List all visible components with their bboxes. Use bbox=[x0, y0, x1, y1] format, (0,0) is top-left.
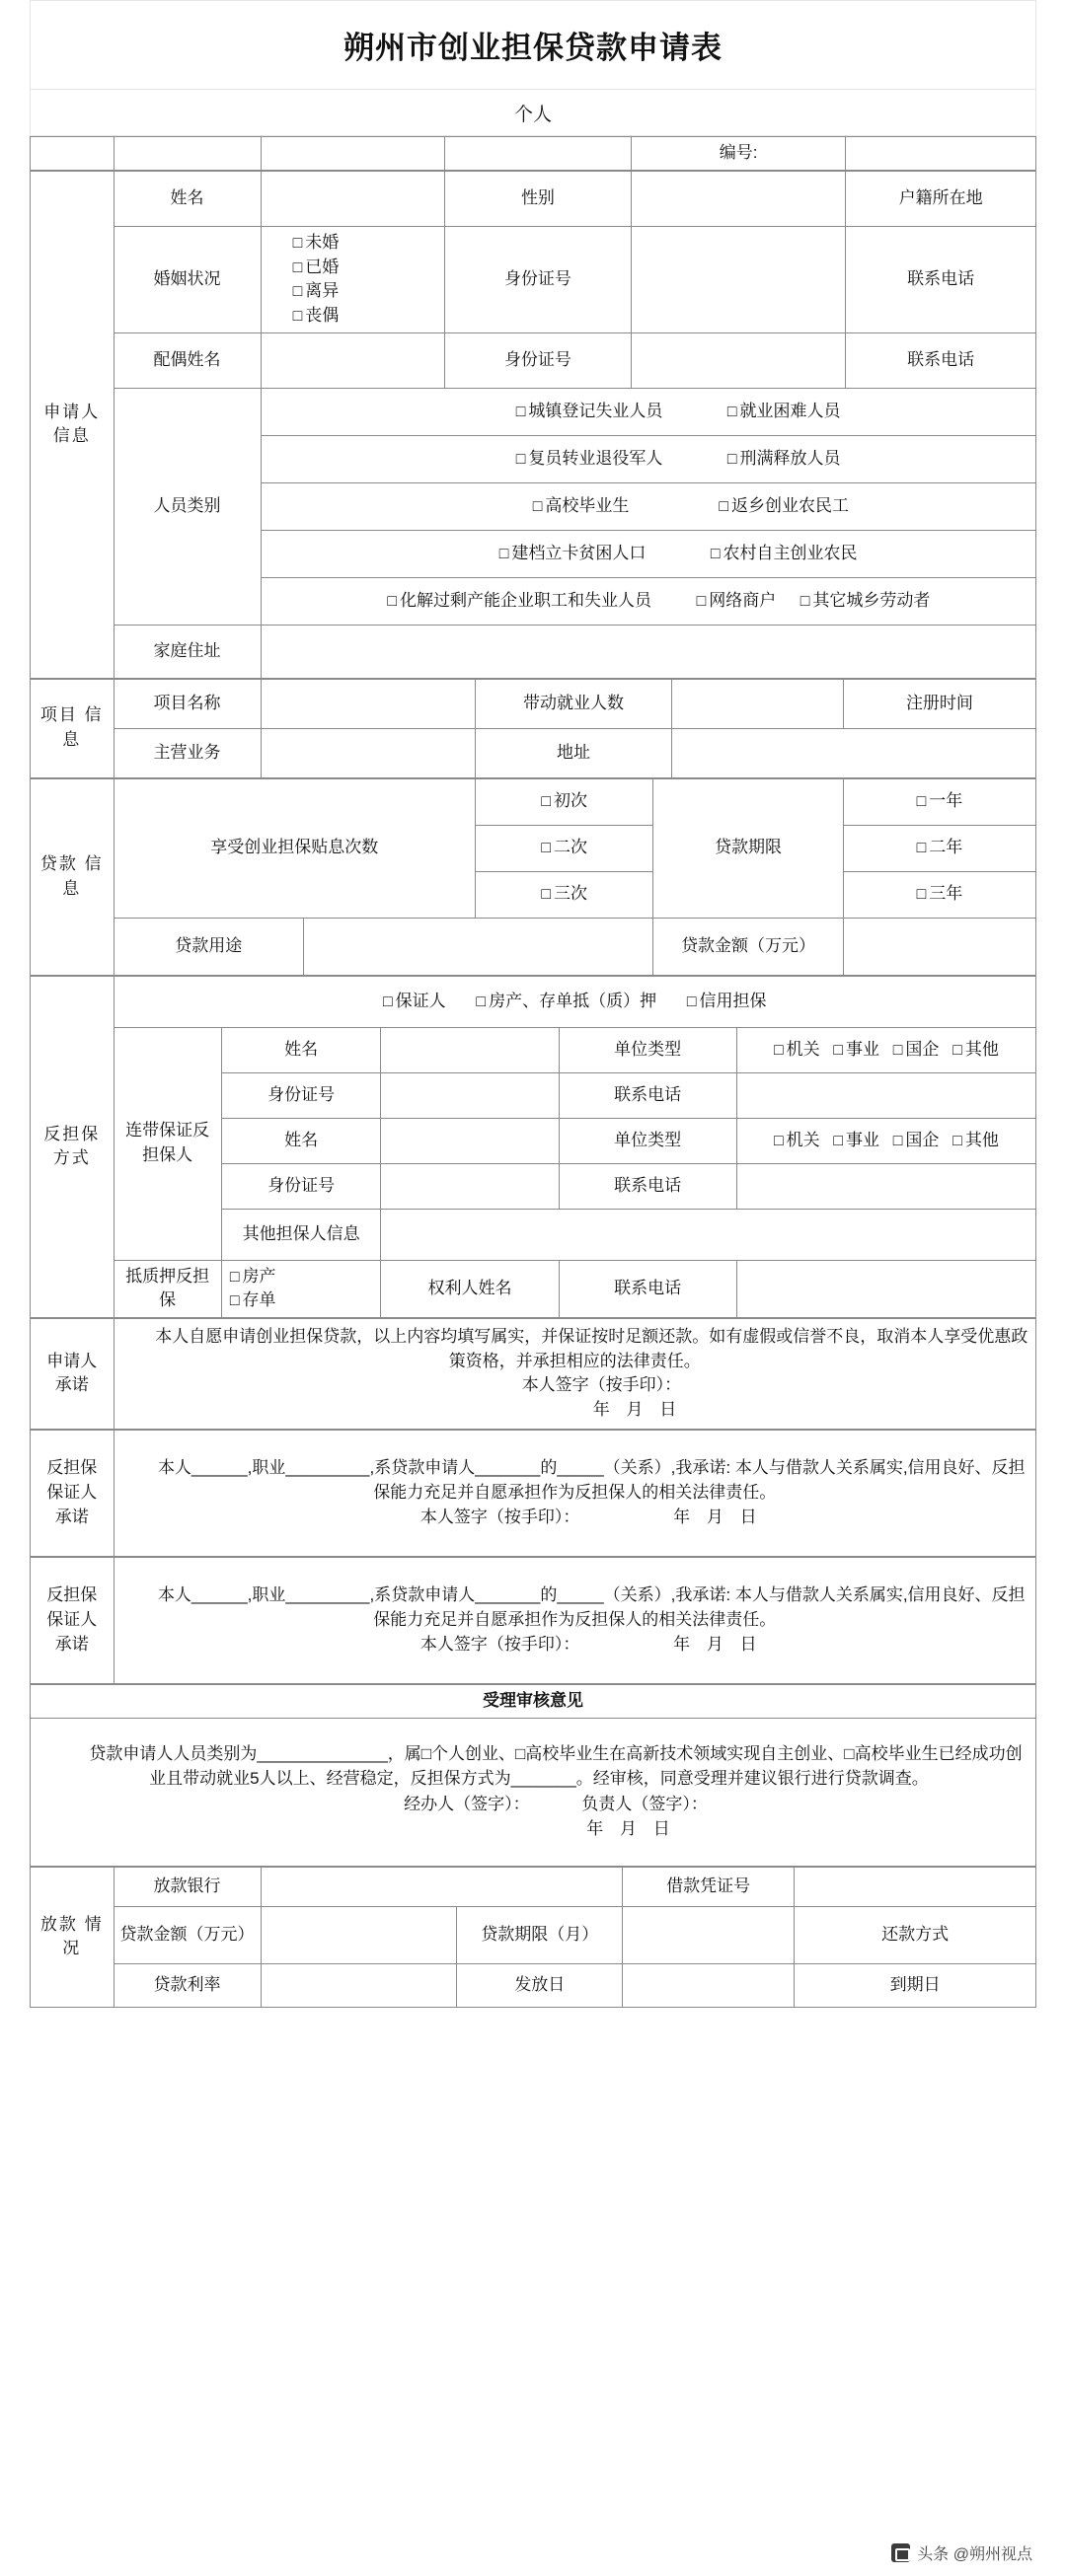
label-guarantor1-name: 姓名 bbox=[221, 1027, 381, 1072]
checkbox-urban-unemployed[interactable]: □ 城镇登记失业人员 bbox=[456, 400, 723, 424]
field-gender[interactable] bbox=[631, 172, 845, 227]
label-phone: 联系电话 bbox=[846, 227, 1036, 333]
watermark-text: 头条 @朔州视点 bbox=[917, 2546, 1032, 2563]
strip-cell-1 bbox=[31, 137, 114, 171]
field-other-guarantor-info[interactable] bbox=[381, 1209, 1036, 1260]
label-person-category: 人员类别 bbox=[114, 388, 261, 625]
label-issue-date: 发放日 bbox=[457, 1963, 623, 2007]
applicant-info-table bbox=[30, 171, 1036, 679]
field-spouse-id[interactable] bbox=[631, 332, 845, 388]
field-home-address[interactable] bbox=[261, 625, 1035, 678]
field-disbursed-term[interactable] bbox=[623, 1906, 795, 1963]
project-section-label: 项目 信息 bbox=[31, 679, 114, 777]
checkbox-released-prisoner[interactable]: □ 刑满释放人员 bbox=[727, 449, 841, 468]
category-row-5[interactable] bbox=[261, 577, 1035, 625]
guarantor-pledge-2-table bbox=[30, 1557, 1036, 1684]
applicant-pledge-body bbox=[114, 1318, 1036, 1429]
checkbox-g1-government[interactable]: □ 机关 bbox=[774, 1040, 820, 1059]
toutiao-logo-icon bbox=[891, 2543, 910, 2562]
strip-cell-4 bbox=[445, 137, 632, 171]
field-loan-rate[interactable] bbox=[261, 1963, 457, 2007]
label-loan-term: 贷款期限 bbox=[653, 778, 844, 918]
label-guarantor2-unit-type: 单位类型 bbox=[559, 1118, 736, 1163]
field-loan-purpose[interactable] bbox=[304, 918, 653, 975]
label-loan-purpose: 贷款用途 bbox=[114, 918, 304, 975]
checkbox-g1-institution[interactable]: □ 事业 bbox=[833, 1040, 879, 1059]
loan-info-table bbox=[30, 778, 1036, 976]
checkbox-overcapacity-worker[interactable]: □ 化解过剩产能企业职工和失业人员 bbox=[366, 589, 672, 614]
table-row bbox=[31, 1027, 1036, 1072]
field-guarantor1-id[interactable] bbox=[381, 1072, 559, 1118]
table-row bbox=[31, 332, 1036, 388]
label-main-business: 主营业务 bbox=[114, 728, 261, 777]
applicant-signature-line[interactable]: 本人签字（按手印）： bbox=[521, 1375, 682, 1395]
label-name: 姓名 bbox=[114, 172, 261, 227]
label-spouse-phone: 联系电话 bbox=[846, 332, 1036, 388]
checkbox-first-time[interactable]: □ 初次 bbox=[541, 791, 587, 810]
table-row bbox=[31, 227, 1036, 333]
checkbox-online-merchant[interactable]: □ 网络商户 bbox=[677, 589, 796, 614]
checkbox-widowed[interactable]: □ 丧偶 bbox=[267, 304, 438, 329]
label-guarantor1-phone: 联系电话 bbox=[559, 1072, 736, 1118]
applicant-pledge-text: 本人自愿申请创业担保贷款，以上内容均填写属实，并保证按时足额还款。如有虚假或信誉不良，取消本人享受优惠政策资格，并承担相应的法律责任。 bbox=[155, 1327, 1028, 1370]
table-row bbox=[31, 976, 1036, 1027]
checkbox-deposit-receipt[interactable]: □ 存单 bbox=[228, 1288, 375, 1313]
review-opinion-table bbox=[30, 1684, 1036, 1867]
table-row bbox=[31, 137, 1036, 171]
category-row-1[interactable] bbox=[261, 388, 1035, 435]
checkbox-real-estate[interactable]: □ 房产 bbox=[228, 1265, 375, 1289]
guarantor-1-signature-line[interactable]: 本人签字（按手印）： bbox=[419, 1507, 580, 1526]
label-disbursing-bank: 放款银行 bbox=[114, 1867, 261, 1906]
applicant-pledge-date[interactable]: 年 月 日 bbox=[592, 1399, 683, 1419]
guarantor-pledge-2-body bbox=[114, 1557, 1036, 1683]
label-project-name: 项目名称 bbox=[114, 679, 261, 728]
label-loan-voucher-number: 借款凭证号 bbox=[623, 1867, 795, 1906]
project-info-table bbox=[30, 679, 1036, 778]
checkbox-two-year[interactable]: □ 二年 bbox=[917, 838, 963, 856]
table-row bbox=[31, 172, 1036, 227]
label-loan-rate: 贷款利率 bbox=[114, 1963, 261, 2007]
subsidy-third[interactable] bbox=[476, 871, 653, 918]
term-three-year[interactable] bbox=[843, 871, 1035, 918]
label-disbursed-term: 贷款期限（月） bbox=[457, 1906, 623, 1963]
checkbox-college-graduate[interactable]: □ 高校毕业生 bbox=[448, 494, 715, 519]
checkbox-g2-government[interactable]: □ 机关 bbox=[774, 1131, 820, 1149]
disbursement-table bbox=[30, 1867, 1036, 2008]
checkbox-g1-other[interactable]: □ 其他 bbox=[952, 1040, 999, 1059]
checkbox-employment-difficulty[interactable]: □ 就业困难人员 bbox=[727, 402, 841, 420]
label-marital: 婚姻状况 bbox=[114, 227, 261, 333]
review-date[interactable]: 年 月 日 bbox=[586, 1818, 676, 1838]
field-loan-voucher-number[interactable] bbox=[795, 1867, 1036, 1906]
checkbox-other-labor[interactable]: □ 其它城乡劳动者 bbox=[800, 591, 931, 610]
review-text: 贷款申请人人员类别为______________，属□个人创业、□高校毕业生在高新技术领域实现自主创业、□高校毕业生已经成功创业且带动就业5人以上、经营稳定，反担保方式为_______。经审核，同意受理并建议银行进行贷款调查。 bbox=[89, 1744, 1023, 1788]
label-other-guarantor-info: 其他担保人信息 bbox=[221, 1209, 381, 1260]
applicant-section-label: 申请人 信息 bbox=[31, 172, 114, 679]
checkbox-returning-migrant[interactable]: □ 返乡创业农民工 bbox=[719, 496, 849, 515]
field-disbursed-amount[interactable] bbox=[261, 1906, 457, 1963]
checkbox-guarantor[interactable]: □ 保证人 bbox=[383, 992, 446, 1010]
checkbox-second-time[interactable]: □ 二次 bbox=[541, 838, 587, 856]
counter-guarantee-table bbox=[30, 976, 1036, 1318]
review-body bbox=[31, 1718, 1036, 1866]
guarantor-pledge-2-label: 反担保 保证人 承诺 bbox=[31, 1557, 114, 1683]
watermark bbox=[891, 2541, 1032, 2564]
checkbox-third-time[interactable]: □ 三次 bbox=[541, 884, 587, 903]
checkbox-g2-soe[interactable]: □ 国企 bbox=[893, 1131, 940, 1149]
applicant-pledge-table bbox=[30, 1318, 1036, 1430]
checkbox-unmarried[interactable]: □ 未婚 bbox=[267, 231, 438, 256]
field-guarantor2-phone[interactable] bbox=[736, 1163, 1035, 1209]
field-owner-phone[interactable] bbox=[736, 1260, 1035, 1317]
mortgage-options[interactable] bbox=[221, 1260, 381, 1317]
strip-cell-2 bbox=[114, 137, 261, 171]
table-row bbox=[31, 778, 1036, 825]
label-id-number: 身份证号 bbox=[445, 227, 632, 333]
table-row bbox=[31, 1260, 1036, 1317]
category-row-4[interactable] bbox=[261, 530, 1035, 577]
checkbox-one-year[interactable]: □ 一年 bbox=[917, 791, 963, 810]
table-row bbox=[31, 1963, 1036, 2007]
label-disbursed-amount: 贷款金额（万元） bbox=[114, 1906, 261, 1963]
loan-section-label: 贷款 信息 bbox=[31, 778, 114, 975]
field-name[interactable] bbox=[261, 172, 444, 227]
table-row bbox=[31, 625, 1036, 678]
label-guarantor1-id: 身份证号 bbox=[221, 1072, 381, 1118]
checkbox-demobilized-soldier[interactable]: □ 复员转业退役军人 bbox=[456, 447, 723, 472]
field-spouse-name[interactable] bbox=[261, 332, 444, 388]
number-strip-table bbox=[30, 136, 1036, 171]
table-row bbox=[31, 1718, 1036, 1866]
guarantor-pledge-1-table bbox=[30, 1430, 1036, 1557]
guarantor-pledge-1-text: 本人______,职业_________,系贷款申请人_______的_____（关系）,我承诺: 本人与借款人关系属实,信用良好、反担保能力充足并自愿承担作为反担保人的相关法律责任。 bbox=[157, 1458, 1026, 1503]
guarantor2-unit-options[interactable] bbox=[736, 1118, 1035, 1163]
table-row bbox=[31, 679, 1036, 728]
counter-guarantee-section-label: 反担保方式 bbox=[31, 976, 114, 1317]
table-row bbox=[31, 918, 1036, 975]
table-row bbox=[31, 1430, 1036, 1556]
applicant-pledge-label: 申请人 承诺 bbox=[31, 1318, 114, 1429]
label-guarantor2-id: 身份证号 bbox=[221, 1163, 381, 1209]
review-officer-signature[interactable]: 经办人（签字）： bbox=[404, 1795, 530, 1814]
table-row bbox=[31, 1867, 1036, 1906]
checkbox-g2-institution[interactable]: □ 事业 bbox=[833, 1131, 879, 1149]
field-guarantor2-id[interactable] bbox=[381, 1163, 559, 1209]
field-id-number[interactable] bbox=[631, 227, 845, 333]
strip-cell-3 bbox=[261, 137, 444, 171]
guarantor1-unit-options[interactable] bbox=[736, 1027, 1035, 1072]
table-row bbox=[31, 1557, 1036, 1683]
table-row bbox=[31, 1318, 1036, 1429]
label-repayment-method: 还款方式 bbox=[795, 1906, 1036, 1963]
review-manager-signature[interactable]: 负责人（签字）： bbox=[581, 1795, 708, 1814]
checkbox-three-year[interactable]: □ 三年 bbox=[917, 884, 963, 903]
guarantor-pledge-2-text: 本人______,职业_________,系贷款申请人_______的_____（关系）,我承诺: 本人与借款人关系属实,信用良好、反担保能力充足并自愿承担作为反担保人的相关法律责任。 bbox=[157, 1585, 1026, 1630]
guarantee-type-row[interactable] bbox=[114, 976, 1036, 1027]
table-row bbox=[31, 388, 1036, 435]
guarantor-2-signature-line[interactable]: 本人签字（按手印）： bbox=[419, 1634, 580, 1654]
table-row bbox=[31, 1684, 1036, 1718]
field-main-business[interactable] bbox=[261, 728, 475, 777]
disbursement-section-label: 放款 情况 bbox=[31, 1867, 114, 2007]
term-one-year[interactable] bbox=[843, 778, 1035, 825]
subsidy-second[interactable] bbox=[476, 825, 653, 871]
page-title: 朔州市创业担保贷款申请表 bbox=[343, 31, 723, 65]
checkbox-rural-entrepreneur[interactable]: □ 农村自主创业农民 bbox=[711, 544, 858, 562]
field-issue-date[interactable] bbox=[623, 1963, 795, 2007]
label-jobs-created: 带动就业人数 bbox=[476, 679, 672, 728]
label-due-date: 到期日 bbox=[795, 1963, 1036, 2007]
field-guarantor1-phone[interactable] bbox=[736, 1072, 1035, 1118]
term-two-year[interactable] bbox=[843, 825, 1035, 871]
label-project-address: 地址 bbox=[476, 728, 672, 777]
label-joint-guarantor: 连带保证反担保人 bbox=[114, 1027, 221, 1260]
category-row-3[interactable] bbox=[261, 482, 1035, 530]
label-home-address: 家庭住址 bbox=[114, 625, 261, 678]
subsidy-first[interactable] bbox=[476, 778, 653, 825]
review-banner: 受理审核意见 bbox=[31, 1684, 1036, 1718]
form-subtype: 个人 bbox=[513, 104, 552, 125]
label-loan-amount: 贷款金额（万元） bbox=[653, 918, 844, 975]
marital-options[interactable] bbox=[261, 227, 444, 333]
checkbox-divorced[interactable]: □ 离异 bbox=[267, 279, 438, 304]
field-disbursing-bank[interactable] bbox=[261, 1867, 623, 1906]
guarantor-1-pledge-date[interactable]: 年 月 日 bbox=[673, 1507, 763, 1526]
table-row bbox=[31, 1906, 1036, 1963]
label-gender: 性别 bbox=[445, 172, 632, 227]
label-register-time: 注册时间 bbox=[843, 679, 1035, 728]
field-jobs-created[interactable] bbox=[671, 679, 843, 728]
field-project-name[interactable] bbox=[261, 679, 475, 728]
field-guarantor1-name[interactable] bbox=[381, 1027, 559, 1072]
field-guarantor2-name[interactable] bbox=[381, 1118, 559, 1163]
table-row bbox=[31, 728, 1036, 777]
title-band bbox=[30, 0, 1036, 89]
field-loan-amount[interactable] bbox=[843, 918, 1035, 975]
checkbox-registered-poor[interactable]: □ 建档立卡贫困人口 bbox=[439, 542, 706, 566]
checkbox-g2-other[interactable]: □ 其他 bbox=[952, 1131, 999, 1149]
label-subsidy-times: 享受创业担保贴息次数 bbox=[114, 778, 476, 918]
field-project-address[interactable] bbox=[671, 728, 1035, 777]
label-mortgage-counter-guarantee: 抵质押反担保 bbox=[114, 1260, 221, 1317]
label-household: 户籍所在地 bbox=[846, 172, 1036, 227]
label-guarantor2-name: 姓名 bbox=[221, 1118, 381, 1163]
guarantor-2-pledge-date[interactable]: 年 月 日 bbox=[673, 1634, 763, 1654]
label-guarantor2-phone: 联系电话 bbox=[559, 1163, 736, 1209]
label-spouse-name: 配偶姓名 bbox=[114, 332, 261, 388]
label-owner-phone: 联系电话 bbox=[559, 1260, 736, 1317]
label-spouse-id: 身份证号 bbox=[445, 332, 632, 388]
number-label: 编号: bbox=[631, 137, 845, 171]
subtitle-band bbox=[30, 89, 1036, 136]
checkbox-credit-guarantee[interactable]: □ 信用担保 bbox=[687, 992, 767, 1010]
category-row-2[interactable] bbox=[261, 435, 1035, 482]
guarantor-pledge-1-label: 反担保 保证人 承诺 bbox=[31, 1430, 114, 1556]
label-guarantor1-unit-type: 单位类型 bbox=[559, 1027, 736, 1072]
checkbox-married[interactable]: □ 已婚 bbox=[267, 256, 438, 280]
number-value-field[interactable] bbox=[846, 137, 1036, 171]
checkbox-property-deposit-pledge[interactable]: □ 房产、存单抵（质）押 bbox=[476, 992, 656, 1010]
checkbox-g1-soe[interactable]: □ 国企 bbox=[893, 1040, 940, 1059]
guarantor-pledge-1-body bbox=[114, 1430, 1036, 1556]
label-owner-name: 权利人姓名 bbox=[381, 1260, 559, 1317]
